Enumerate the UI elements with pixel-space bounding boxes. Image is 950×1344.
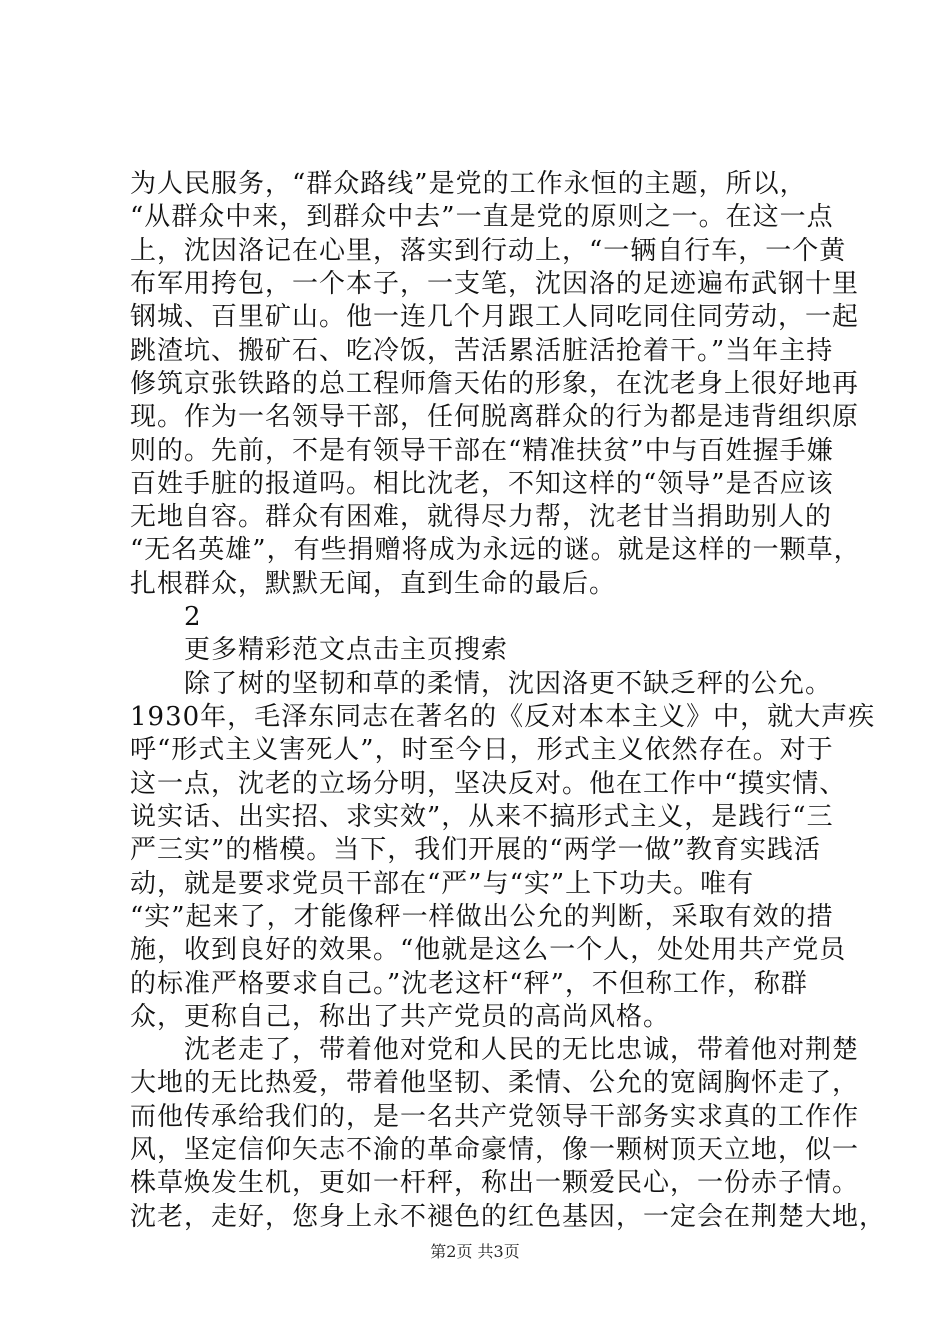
- text-line: 的标准严格要求自己。”沈老这杆“秤”，不但称工作，称群: [130, 969, 808, 999]
- text-line: 无地自容。群众有困难，就得尽力帮，沈老甘当捐助别人的: [130, 502, 833, 532]
- text-line: 为人民服务，“群众路线”是党的工作永恒的主题，所以，: [130, 169, 807, 199]
- text-line: 众，更称自己，称出了共产党员的高尚风格。: [130, 1002, 671, 1032]
- section-number: 2: [130, 602, 202, 632]
- text-line: 除了树的坚韧和草的柔情，沈因洛更不缺乏秤的公允。: [130, 669, 833, 699]
- page-footer: 第2页 共3页: [430, 1242, 520, 1261]
- text-line: 现。作为一名领导干部，任何脱离群众的行为都是违背组织原: [130, 402, 860, 432]
- text-line: 扎根群众，默默无闻，直到生命的最后。: [130, 569, 617, 599]
- text-line: 沈老，走好，您身上永不褪色的红色基因，一定会在荆楚大地，: [130, 1202, 887, 1232]
- text-line: 株草焕发生机，更如一杆秤，称出一颗爱民心，一份赤子情。: [130, 1168, 860, 1198]
- text-line: 修筑京张铁路的总工程师詹天佑的形象，在沈老身上很好地再: [130, 369, 860, 399]
- text-line: 而他传承给我们的，是一名共产党领导干部务实求真的工作作: [130, 1102, 860, 1132]
- text-line: 跳渣坑、搬矿石、吃冷饭，苦活累活脏活抢着干。”当年主持: [130, 336, 834, 366]
- text-line: “实”起来了，才能像秤一样做出公允的判断，采取有效的措: [130, 902, 834, 932]
- text-line: 这一点，沈老的立场分明，坚决反对。他在工作中“摸实情、: [130, 769, 847, 799]
- text-line: 风，坚定信仰矢志不渝的革命豪情，像一颗树顶天立地，似一: [130, 1135, 860, 1165]
- text-line: 钢城、百里矿山。他一连几个月跟工人同吃同住同劳动，一起: [130, 302, 860, 332]
- text-line: 布军用挎包，一个本子，一支笔，沈因洛的足迹遍布武钢十里: [130, 269, 860, 299]
- text-line: 沈老走了，带着他对党和人民的无比忠诚，带着他对荆楚: [130, 1035, 860, 1065]
- text-line: 上，沈因洛记在心里，落实到行动上，“一辆自行车，一个黄: [130, 236, 847, 266]
- text-line: 呼“形式主义害死人”，时至今日，形式主义依然存在。对于: [130, 735, 834, 765]
- text-line: 百姓手脏的报道吗。相比沈老，不知这样的“领导”是否应该: [130, 469, 834, 499]
- text-line: “无名英雄”，有些捐赠将成为永远的谜。就是这样的一颗草，: [130, 535, 861, 565]
- promo-line: 更多精彩范文点击主页搜索: [130, 635, 509, 665]
- text-line: 施，收到良好的效果。“他就是这么一个人，处处用共产党员: [130, 935, 847, 965]
- text-line: 1930年，毛泽东同志在著名的《反对本本主义》中，就大声疾: [130, 702, 876, 732]
- text-line: 严三实”的楷模。当下，我们开展的“两学一做”教育实践活: [130, 835, 821, 865]
- text-line: 说实话、出实招、求实效”，从来不搞形式主义，是践行“三: [130, 802, 834, 832]
- text-line: 则的。先前，不是有领导干部在“精准扶贫”中与百姓握手嫌: [130, 436, 834, 466]
- text-line: 动，就是要求党员干部在“严”与“实”上下功夫。唯有: [130, 869, 755, 899]
- text-line: 大地的无比热爱，带着他坚韧、柔情、公允的宽阔胸怀走了，: [130, 1068, 860, 1098]
- text-line: “从群众中来，到群众中去”一直是党的原则之一。在这一点: [130, 202, 834, 232]
